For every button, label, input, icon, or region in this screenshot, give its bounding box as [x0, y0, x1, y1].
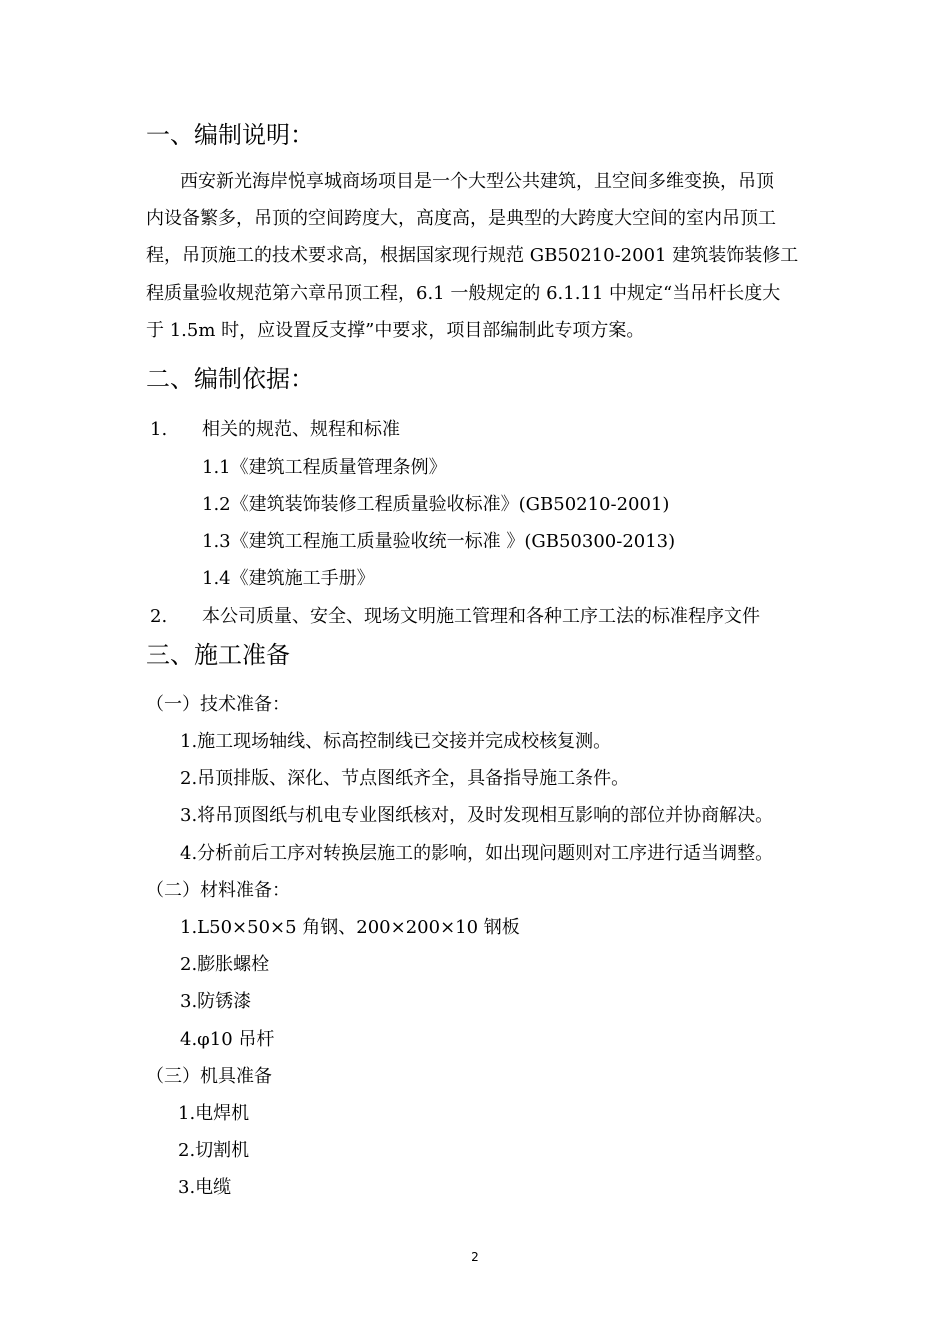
list-item: 2.膨胀螺栓	[180, 954, 270, 975]
page-number: 2	[471, 1250, 479, 1264]
subsection-title: （二）材料准备：	[146, 880, 290, 901]
list-item: 1.L50×50×5 角钢、200×200×10 钢板	[180, 917, 520, 938]
list-item: 3.电缆	[178, 1177, 232, 1198]
list-item: 2.吊顶排版、深化、节点图纸齐全，具备指导施工条件。	[180, 768, 630, 789]
paragraph-line: 内设备繁多，吊顶的空间跨度大，高度高，是典型的大跨度大空间的室内吊顶工	[146, 208, 776, 229]
list-item: 4.φ10 吊杆	[180, 1029, 275, 1050]
list-number: 2.	[150, 606, 168, 627]
paragraph-line: 程，吊顶施工的技术要求高，根据国家现行规范 GB50210-2001 建筑装饰装修工	[146, 245, 799, 266]
section-3-heading: 三、施工准备	[146, 641, 290, 669]
list-number: 1.	[150, 419, 168, 440]
list-item: 3.防锈漆	[180, 991, 252, 1012]
list-item: 2.切割机	[178, 1140, 250, 1161]
sub-list-item: 1.1《建筑工程质量管理条例》	[202, 457, 447, 478]
subsection-title: （三）机具准备	[146, 1066, 272, 1087]
list-item-text: 本公司质量、安全、现场文明施工管理和各种工序工法的标准程序文件	[202, 606, 760, 627]
list-item-text: 相关的规范、规程和标准	[202, 419, 400, 440]
list-item: 4.分析前后工序对转换层施工的影响，如出现问题则对工序进行适当调整。	[180, 843, 774, 864]
paragraph-line: 西安新光海岸悦享城商场项目是一个大型公共建筑，且空间多维变换，吊顶	[180, 171, 774, 192]
sub-list-item: 1.4《建筑施工手册》	[202, 568, 375, 589]
sub-list-item: 1.2《建筑装饰装修工程质量验收标准》(GB50210-2001)	[202, 494, 670, 515]
list-item: 3.将吊顶图纸与机电专业图纸核对，及时发现相互影响的部位并协商解决。	[180, 805, 774, 826]
sub-list-item: 1.3《建筑工程施工质量验收统一标准 》(GB50300-2013)	[202, 531, 676, 552]
section-1-heading: 一、编制说明：	[146, 121, 314, 149]
paragraph-line: 于 1.5m 时，应设置反支撑”中要求，项目部编制此专项方案。	[146, 320, 645, 341]
paragraph-line: 程质量验收规范第六章吊顶工程，6.1 一般规定的 6.1.11 中规定“当吊杆长度大	[146, 283, 781, 304]
list-item: 1.施工现场轴线、标高控制线已交接并完成校核复测。	[180, 731, 612, 752]
section-2-heading: 二、编制依据：	[146, 365, 314, 393]
list-item: 1.电焊机	[178, 1103, 250, 1124]
subsection-title: （一）技术准备：	[146, 694, 290, 715]
